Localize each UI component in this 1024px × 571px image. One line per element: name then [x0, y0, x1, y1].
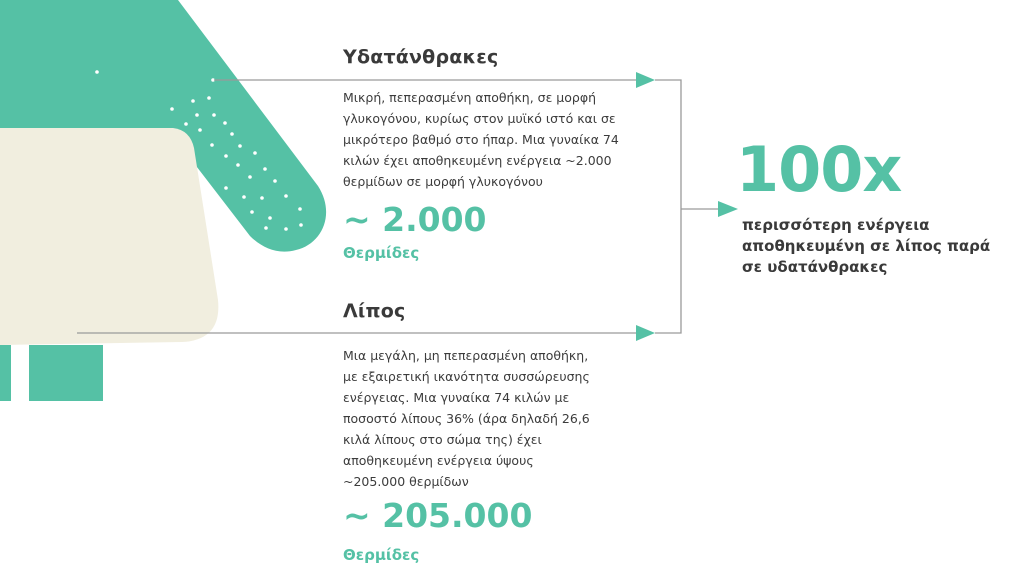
fat-description-line: αποθηκευμένη ενέργεια ύψους [343, 453, 534, 468]
carbs-description-line: θερμίδων σε μορφή γλυκογόνου [343, 174, 543, 189]
carbs-unit: Θερμίδες [343, 244, 420, 262]
arrow-carbs [636, 72, 655, 88]
carbs-description-line: Μικρή, πεπερασμένη αποθήκη, σε μορφή [343, 90, 597, 105]
fat-unit: Θερμίδες [343, 546, 420, 564]
fat-title: Λίπος [343, 300, 406, 322]
multiplier-description-line: περισσότερη ενέργεια [742, 216, 930, 234]
multiplier-description-line: σε υδατάνθρακες [742, 258, 888, 276]
arrow-fat [636, 325, 655, 341]
carbs-title: Υδατάνθρακες [343, 46, 499, 68]
fat-description-line: ενέργειας. Μια γυναίκα 74 κιλών με [343, 390, 570, 405]
multiplier-description-line: αποθηκευμένη σε λίπος παρά [742, 237, 991, 255]
multiplier-description [742, 215, 990, 278]
fat-description-line: ποσοστό λίπους 36% (άρα δηλαδή 26,6 [343, 411, 590, 426]
carbs-description-line: κιλών έχει αποθηκευμένη ενέργεια ~2.000 [343, 153, 612, 168]
carbs-description-line: μικρότερο βαθμό στο ήπαρ. Μια γυναίκα 74 [343, 132, 619, 147]
carbs-description [343, 87, 619, 192]
fat-description-line: με εξαιρετική ικανότητα συσσώρευσης [343, 369, 590, 384]
torso-shape [0, 128, 218, 345]
carbs-description-line: γλυκογόνου, κυρίως στον μυϊκό ιστό και σε [343, 111, 616, 126]
arrow-result [718, 201, 738, 217]
carbs-value: ~ 2.000 [343, 200, 487, 239]
fat-value: ~ 205.000 [343, 496, 533, 535]
leg-left [0, 345, 11, 401]
multiplier-value: 100x [736, 133, 902, 206]
fat-description-line: κιλά λίπους στο σώμα της) έχει [343, 432, 542, 447]
fat-description [343, 345, 590, 492]
fat-description-line: Μια μεγάλη, μη πεπερασμένη αποθήκη, [343, 348, 589, 363]
leg-right [29, 345, 103, 401]
fat-description-line: ~205.000 θερμίδων [343, 474, 469, 489]
